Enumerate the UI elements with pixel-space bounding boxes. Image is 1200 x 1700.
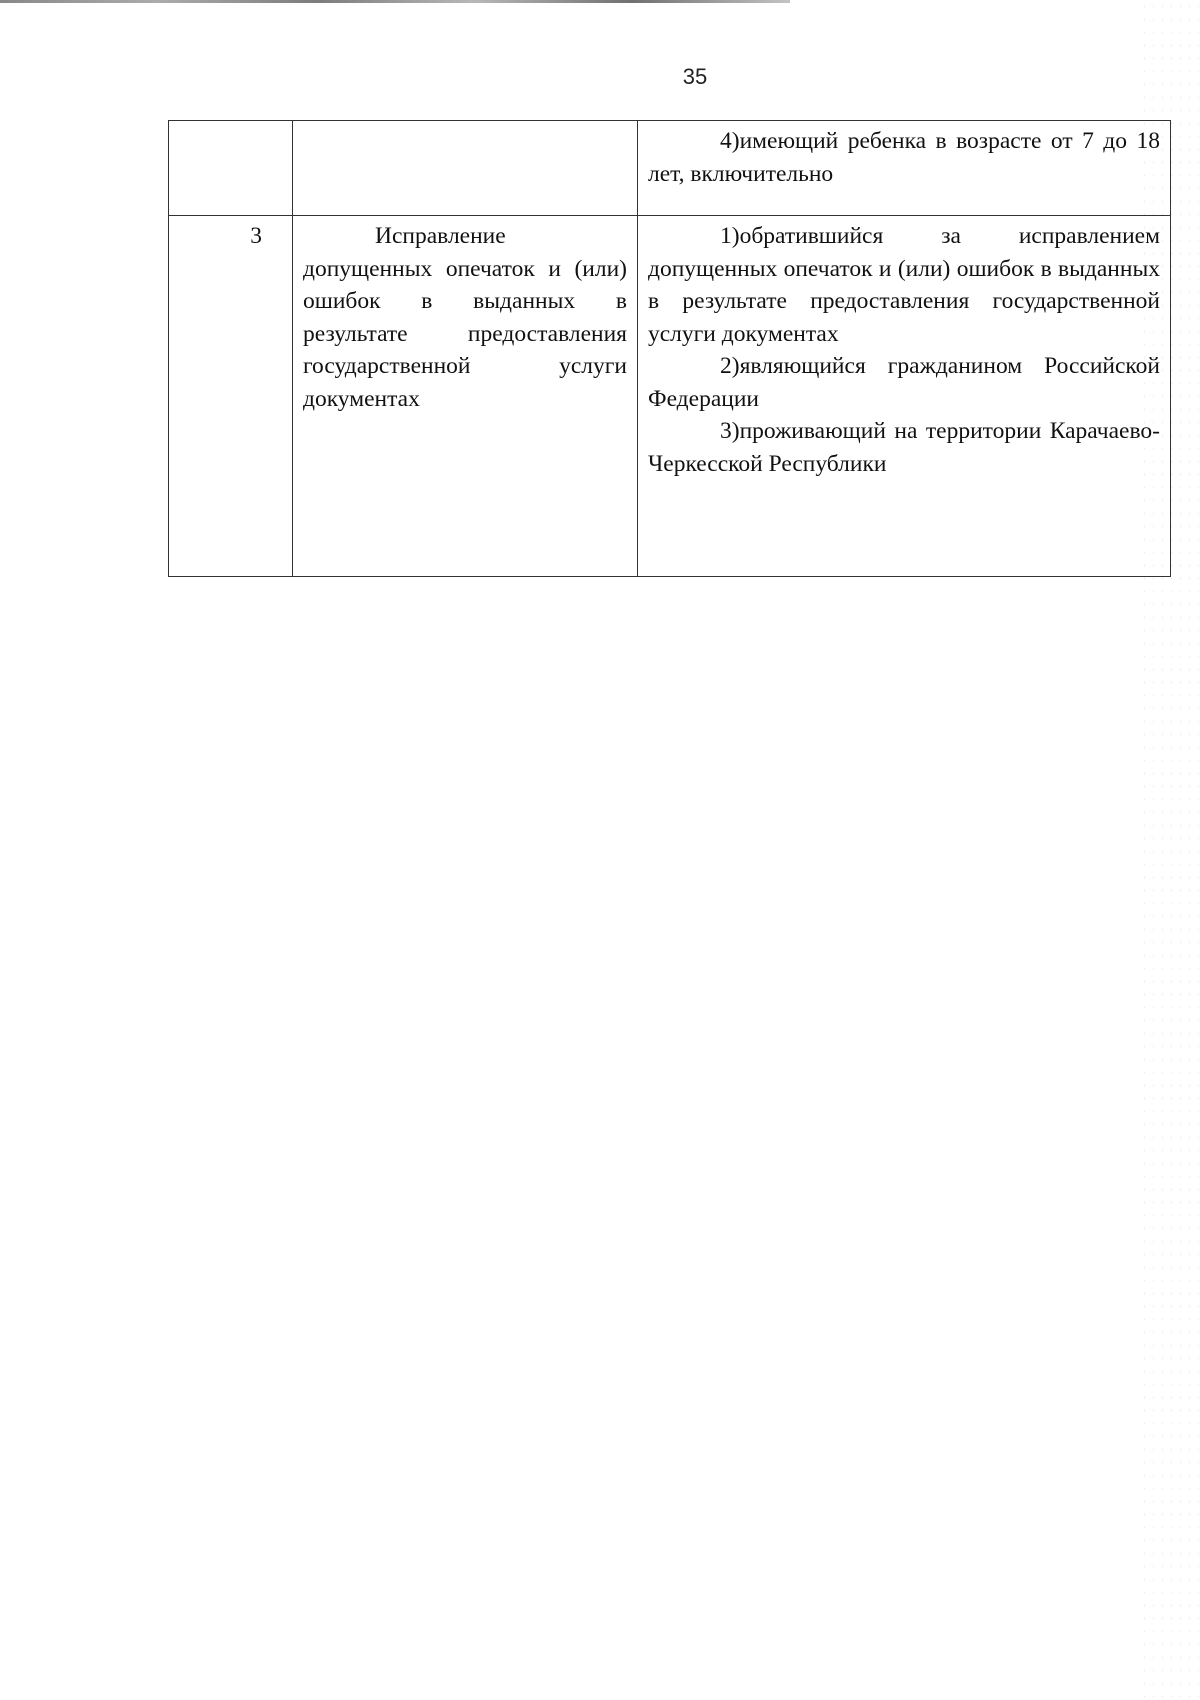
- page-number: 35: [682, 64, 708, 89]
- criteria-table: [168, 120, 1171, 577]
- criteria-item: 1)обратившийся за исправлением допущенных опечаток и (или) ошибок в выданных в результате предоставления государственной услуги документах: [648, 223, 1160, 347]
- criteria-item: 4)имеющий ребенка в возрасте от 7 до 18 лет, включительно: [648, 128, 1160, 187]
- criteria-item: 3)проживающий на территории Карачаево-Черкесской Республики: [648, 418, 1160, 477]
- criteria-cell: [638, 121, 1171, 216]
- criteria-cell: [638, 216, 1171, 577]
- table-row: [169, 216, 1171, 577]
- row-number-cell: 3: [169, 216, 293, 577]
- service-cell: Исправление допущенных опечаток и (или) ошибок в выданных в результате предоставления государственной услуги документах: [293, 216, 638, 577]
- table-row: [169, 121, 1171, 216]
- criteria-item: 2)являющийся гражданином Российской Федерации: [648, 353, 1160, 412]
- scan-top-edge: [0, 0, 790, 3]
- row-number-cell: [169, 121, 293, 216]
- service-cell: [293, 121, 638, 216]
